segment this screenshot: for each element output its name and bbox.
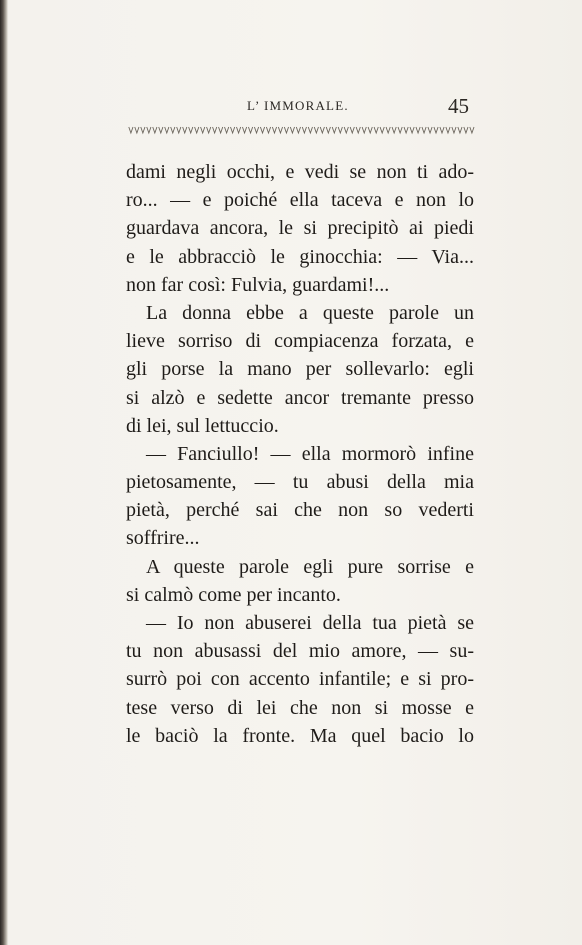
- ornament-mark: [386, 127, 390, 133]
- ornament-mark: [129, 127, 133, 133]
- ornament-mark: [147, 127, 151, 133]
- ornament-mark: [410, 127, 414, 133]
- text-line: ro... — e poiché ella taceva e non lo: [126, 189, 474, 212]
- ornament-mark: [368, 127, 372, 133]
- ornament-mark: [236, 127, 240, 133]
- text-line: si calmò come per incanto.: [126, 583, 341, 606]
- ornament-mark: [308, 127, 312, 133]
- ornament-mark: [159, 127, 163, 133]
- ornament-mark: [458, 127, 462, 133]
- text-line: soffrire...: [126, 527, 200, 550]
- ornament-mark: [422, 127, 426, 133]
- ornament-mark: [470, 127, 474, 133]
- ornament-mark: [290, 127, 294, 133]
- text-line: surrò poi con accento infantile; e si pro-: [126, 668, 474, 691]
- ornament-mark: [254, 127, 258, 133]
- text-line: e le abbracciò le ginocchia: — Via...: [126, 245, 474, 268]
- ornament-mark: [326, 127, 330, 133]
- text-line: gli porse la mano per sollevarlo: egli: [126, 358, 474, 381]
- ornament-mark: [153, 127, 157, 133]
- text-line: si alzò e sedette ancor tremante presso: [126, 386, 474, 409]
- text-line: tese verso di lei che non si mosse e: [126, 696, 474, 719]
- ornament-mark: [231, 127, 235, 133]
- ornament-mark: [260, 127, 264, 133]
- ornament-mark: [374, 127, 378, 133]
- ornament-mark: [296, 127, 300, 133]
- ornament-mark: [446, 127, 450, 133]
- text-line: pietosamente, — tu abusi della mia: [126, 471, 474, 494]
- ornament-mark: [434, 127, 438, 133]
- ornament-mark: [320, 127, 324, 133]
- body-text: [126, 158, 474, 750]
- ornament-mark: [404, 127, 408, 133]
- text-line: di lei, sul lettuccio.: [126, 414, 279, 437]
- ornament-mark: [272, 127, 276, 133]
- text-line: — Io non abuserei della tua pietà se: [146, 612, 474, 634]
- ornament-mark: [440, 127, 444, 133]
- ornament-mark: [428, 127, 432, 133]
- ornament-mark: [177, 127, 181, 133]
- running-title: L’ IMMORALE.: [247, 98, 349, 113]
- ornament-mark: [302, 127, 306, 133]
- text-line: lieve sorriso di compiacenza forzata, e: [126, 330, 474, 353]
- ornament-mark: [207, 127, 211, 133]
- text-line: A queste parole egli pure sorrise e: [146, 555, 474, 578]
- ornament-mark: [356, 127, 360, 133]
- ornament-mark: [201, 127, 205, 133]
- ornament-mark: [141, 127, 145, 133]
- page-binding-edge: [0, 0, 8, 945]
- ornament-mark: [284, 127, 288, 133]
- ornament-mark: [398, 127, 402, 133]
- ornament-mark: [392, 127, 396, 133]
- page-header: [0, 94, 582, 124]
- ornament-mark: [248, 127, 252, 133]
- ornament-mark: [266, 127, 270, 133]
- ornament-mark: [362, 127, 366, 133]
- ornament-mark: [225, 127, 229, 133]
- page-number: 45: [448, 94, 469, 118]
- text-line: dami negli occhi, e vedi se non ti ado-: [126, 161, 474, 183]
- ornament-mark: [344, 127, 348, 133]
- ornament-mark: [464, 127, 468, 133]
- ornament-mark: [213, 127, 217, 133]
- ornament-mark: [165, 127, 169, 133]
- ornament-mark: [278, 127, 282, 133]
- text-line: guardava ancora, le si precipitò ai piedi: [126, 217, 474, 240]
- decorative-rule-ornament: [128, 125, 475, 135]
- ornament-mark: [219, 127, 223, 133]
- text-line: le baciò la fronte. Ma quel bacio lo: [126, 724, 474, 747]
- text-line: La donna ebbe a queste parole un: [146, 301, 474, 324]
- ornament-mark: [242, 127, 246, 133]
- ornament-mark: [183, 127, 187, 133]
- ornament-mark: [195, 127, 199, 133]
- text-line: non far così: Fulvia, guardami!...: [126, 273, 390, 296]
- ornament-mark: [314, 127, 318, 133]
- ornament-mark: [416, 127, 420, 133]
- ornament-mark: [380, 127, 384, 133]
- ornament-mark: [350, 127, 354, 133]
- text-line: tu non abusassi del mio amore, — su-: [126, 640, 474, 663]
- ornament-mark: [332, 127, 336, 133]
- text-line: — Fanciullo! — ella mormorò infine: [146, 442, 474, 465]
- ornament-mark: [452, 127, 456, 133]
- text-line: pietà, perché sai che non so vederti: [126, 499, 474, 522]
- ornament-mark: [135, 127, 139, 133]
- ornament-mark: [189, 127, 193, 133]
- ornament-mark: [338, 127, 342, 133]
- ornament-mark: [171, 127, 175, 133]
